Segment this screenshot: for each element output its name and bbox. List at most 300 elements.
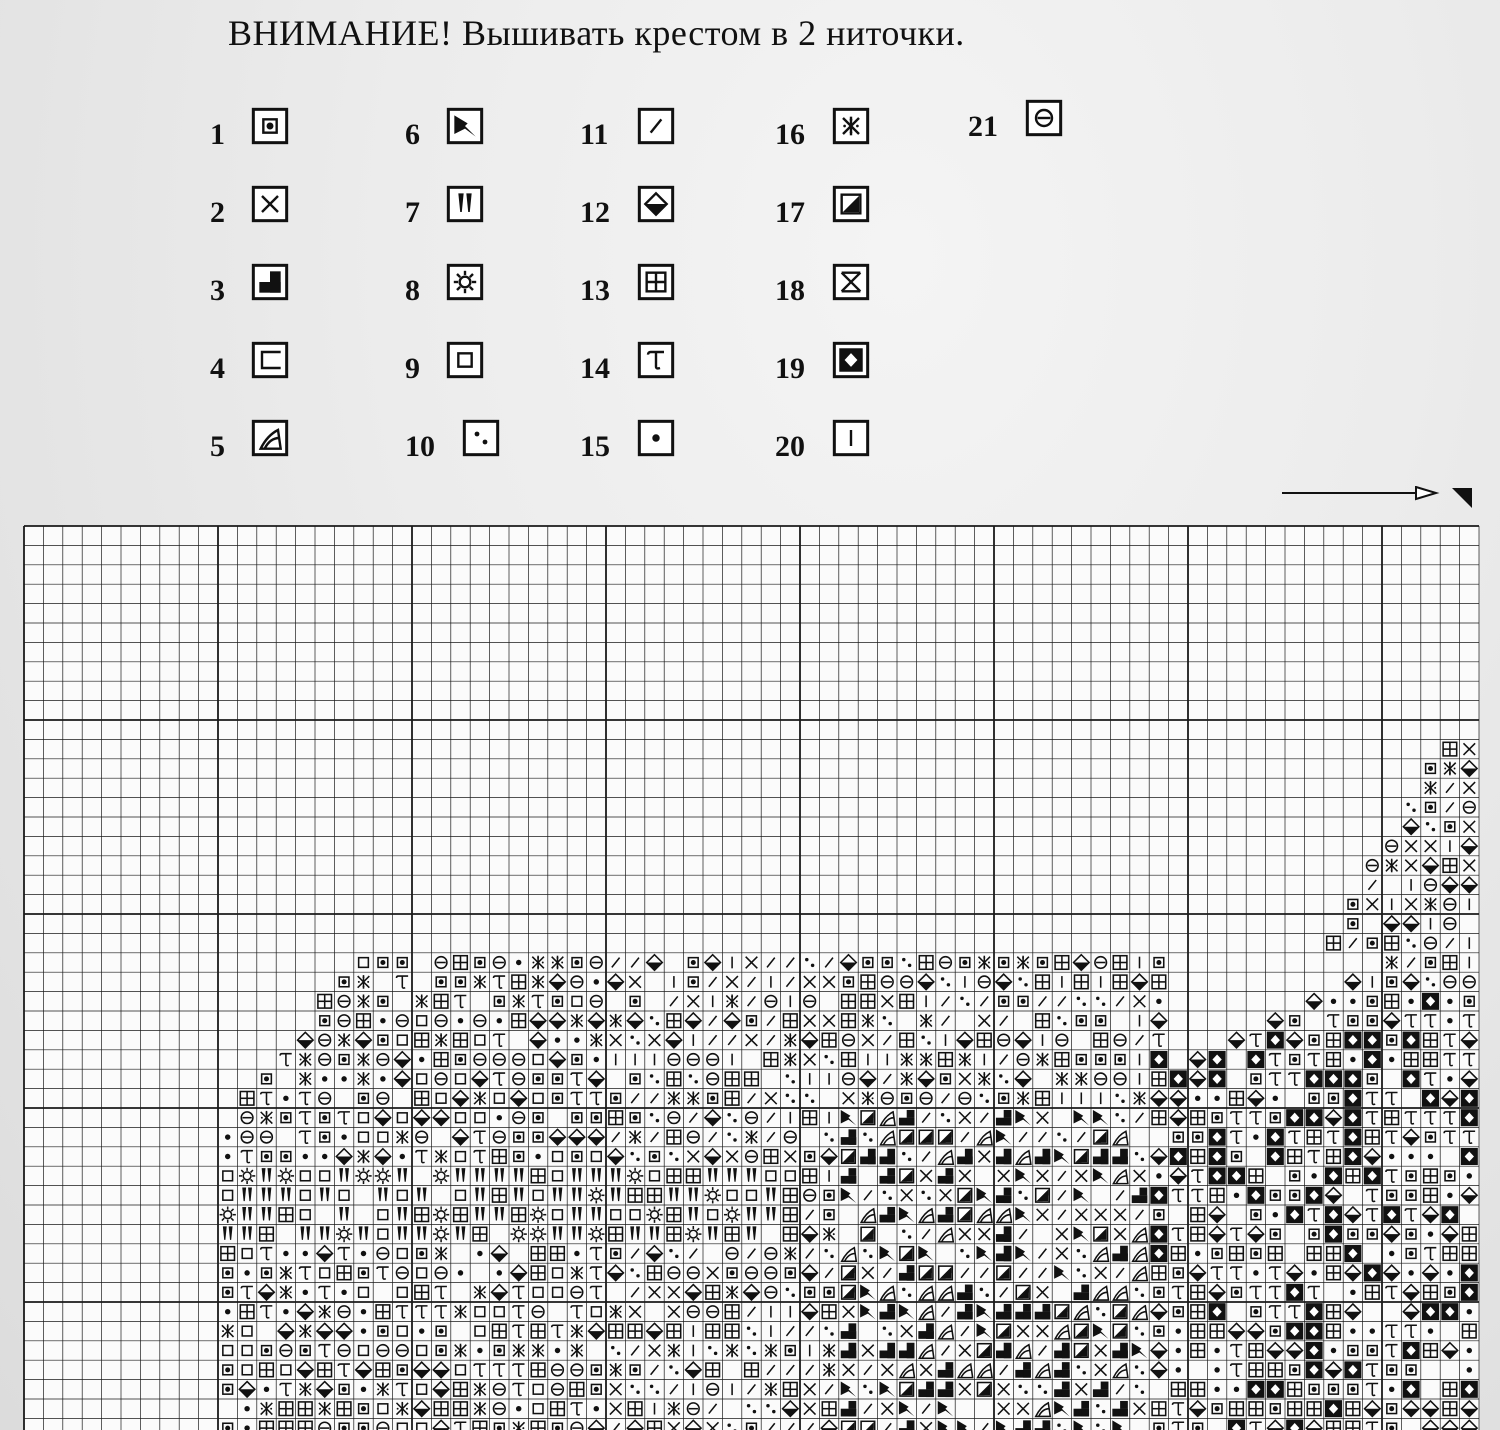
- stitch-dot: [535, 1154, 540, 1159]
- stitch-asterisk-x: [455, 1305, 467, 1319]
- stitch-diamond-in-black: [1150, 1245, 1167, 1262]
- stitch-asterisk-x: [1075, 1072, 1087, 1086]
- theta-icon: [1024, 98, 1064, 138]
- stitch-diamond-in-black: [1325, 1400, 1342, 1417]
- stitch-dot: [1389, 1387, 1394, 1392]
- stitch-black-triangle: [861, 1421, 875, 1430]
- stitch-diamond-in-black: [1461, 1090, 1478, 1107]
- grid-square-icon: [636, 262, 676, 302]
- stitch-asterisk-x: [1425, 898, 1437, 912]
- stitch-asterisk-x: [416, 995, 428, 1009]
- stitch-asterisk-x: [299, 1383, 311, 1397]
- stitch-diamond-in-black: [1286, 1284, 1303, 1301]
- stitch-dot: [225, 1134, 230, 1139]
- stitch-asterisk-x: [222, 1324, 234, 1338]
- stitch-asterisk-x: [862, 1014, 874, 1028]
- stitch-diamond-in-black: [1344, 1090, 1361, 1107]
- stitch-dot: [1467, 1173, 1472, 1178]
- stitch-dot: [516, 1406, 521, 1411]
- stitch-diamond-in-black: [1441, 1303, 1458, 1320]
- stitch-dot: [1467, 1348, 1472, 1353]
- stitch-dot: [244, 1406, 249, 1411]
- vertical-bar-icon: [831, 418, 871, 458]
- stitch-dot: [1176, 1367, 1181, 1372]
- stitch-asterisk-x: [668, 1092, 680, 1106]
- half-diamond-icon: [636, 184, 676, 224]
- legend-number: 10: [405, 430, 435, 463]
- stitch-asterisk-x: [377, 1383, 389, 1397]
- stitch-black-triangle: [842, 1266, 856, 1280]
- stitch-asterisk-x: [299, 1324, 311, 1338]
- stitch-diamond-in-black: [1209, 1129, 1226, 1146]
- stitch-diamond-in-black: [1306, 1342, 1323, 1359]
- stitch-diamond-in-black: [1267, 1032, 1284, 1049]
- stitch-dot: [1389, 1251, 1394, 1256]
- stitch-dot: [361, 1387, 366, 1392]
- stitch-black-triangle: [842, 1421, 856, 1430]
- stitch-diamond-in-black: [1286, 1420, 1303, 1430]
- stitch-diamond-in-black: [1344, 1129, 1361, 1146]
- stitch-dot: [380, 1018, 385, 1023]
- stitch-asterisk-x: [784, 1033, 796, 1047]
- stitch-asterisk-x: [358, 995, 370, 1009]
- stitch-dot: [322, 1076, 327, 1081]
- stitch-diamond-in-black: [1228, 1420, 1245, 1430]
- stitch-diamond-in-black: [1325, 1206, 1342, 1223]
- legend-number: 1: [210, 118, 225, 151]
- stitch-dot: [1253, 1270, 1258, 1275]
- stitch-diamond-in-black: [1247, 1051, 1264, 1068]
- stitch-dot: [1447, 1018, 1452, 1023]
- stitch-diamond-in-black: [1209, 1303, 1226, 1320]
- asterisk-x-icon: [831, 106, 871, 146]
- stitch-asterisk-x: [920, 1014, 932, 1028]
- stitch-dot: [497, 1018, 502, 1023]
- stitch-dot: [1350, 1290, 1355, 1295]
- stitch-asterisk-x: [1017, 956, 1029, 970]
- stitch-diamond-in-black: [1344, 1245, 1361, 1262]
- stitch-dot: [497, 1115, 502, 1120]
- stitch-asterisk-x: [862, 1092, 874, 1106]
- stitch-dot: [1176, 1328, 1181, 1333]
- stitch-dot: [594, 1057, 599, 1062]
- stitch-asterisk-x: [784, 1247, 796, 1261]
- stitch-asterisk-x: [532, 956, 544, 970]
- stitch-asterisk-x: [396, 1402, 408, 1416]
- stitch-dot: [1331, 999, 1336, 1004]
- square-icon: [445, 340, 485, 380]
- legend-number: 7: [405, 196, 420, 229]
- stitch-dot: [1214, 1387, 1219, 1392]
- stitch-dot: [1467, 1367, 1472, 1372]
- stitch-asterisk-x: [629, 1130, 641, 1144]
- stitch-dot: [1176, 1348, 1181, 1353]
- stitch-dot: [1214, 1348, 1219, 1353]
- stitch-asterisk-x: [299, 1072, 311, 1086]
- stitch-asterisk-x: [474, 1092, 486, 1106]
- stitch-diamond-in-black: [1306, 1109, 1323, 1126]
- stitch-dot: [1350, 999, 1355, 1004]
- stitch-dot: [1311, 1173, 1316, 1178]
- stitch-diamond-in-black: [1441, 1206, 1458, 1223]
- stitch-diamond-in-black: [1209, 1148, 1226, 1165]
- stitch-dot: [1350, 1057, 1355, 1062]
- stitch-diamond-in-black: [1228, 1167, 1245, 1184]
- stitch-asterisk-x: [1017, 1092, 1029, 1106]
- stitch-asterisk-x: [474, 975, 486, 989]
- stitch-dot: [361, 1309, 366, 1314]
- stitch-diamond-in-black: [1344, 1070, 1361, 1087]
- stitch-black-triangle: [900, 1247, 914, 1261]
- stitch-black-triangle: [1016, 1286, 1030, 1300]
- stitch-dot: [303, 1154, 308, 1159]
- legend-number: 11: [580, 118, 609, 151]
- stitch-dot: [594, 1406, 599, 1411]
- stitch-black-triangle: [978, 1344, 992, 1358]
- stitch-black-triangle: [958, 1189, 972, 1203]
- stitch-asterisk-x: [1386, 956, 1398, 970]
- stitch-dot: [1408, 999, 1413, 1004]
- stitch-diamond-in-black: [1286, 1323, 1303, 1340]
- stitch-asterisk-x: [455, 1344, 467, 1358]
- stitch-black-triangle: [842, 1150, 856, 1164]
- stitch-dot: [1331, 1348, 1336, 1353]
- stitch-diamond-in-black: [1364, 1032, 1381, 1049]
- stitch-asterisk-x: [1386, 859, 1398, 873]
- stitch-asterisk-x: [319, 1305, 331, 1319]
- stitch-diamond-in-black: [1344, 1361, 1361, 1378]
- curve-triangle-icon: [250, 418, 290, 458]
- stitch-dot: [225, 1154, 230, 1159]
- stitch-dot: [1234, 1387, 1239, 1392]
- stitch-dot: [1214, 1096, 1219, 1101]
- stitch-black-triangle: [900, 1169, 914, 1183]
- stitch-diamond-in-black: [1150, 1226, 1167, 1243]
- stitch-asterisk-x: [978, 956, 990, 970]
- stitch-diamond-in-black: [1364, 1051, 1381, 1068]
- stitch-asterisk-x: [261, 1402, 273, 1416]
- stitch-asterisk-x: [396, 1130, 408, 1144]
- stitch-asterisk-x: [513, 995, 525, 1009]
- stitch-dot: [1350, 1328, 1355, 1333]
- stitch-asterisk-x: [435, 1150, 447, 1164]
- stitch-black-triangle: [1094, 1227, 1108, 1241]
- stitch-asterisk-x: [338, 1033, 350, 1047]
- stitch-dot: [1408, 1154, 1413, 1159]
- stitch-dot: [341, 1290, 346, 1295]
- stitch-diamond-in-black: [1150, 1051, 1167, 1068]
- stitch-dot: [419, 1057, 424, 1062]
- stitch-dot: [380, 1076, 385, 1081]
- stitch-dot: [361, 1328, 366, 1333]
- stitch-diamond-in-black: [1247, 1381, 1264, 1398]
- stitch-diamond-in-black: [1461, 1264, 1478, 1281]
- legend-number: 20: [775, 430, 805, 463]
- stitch-diamond-in-black: [1267, 1148, 1284, 1165]
- stitch-asterisk-x: [532, 975, 544, 989]
- stitch-black-triangle: [958, 1208, 972, 1222]
- stitch-black-triangle: [919, 1130, 933, 1144]
- stitch-diamond-in-black: [1403, 1381, 1420, 1398]
- stitch-asterisk-x: [571, 1324, 583, 1338]
- stairs-black-icon: [250, 262, 290, 302]
- stitch-asterisk-x: [765, 1344, 777, 1358]
- black-arrowhead-icon: [445, 106, 485, 146]
- stitch-asterisk-x: [784, 1053, 796, 1067]
- legend-number: 14: [580, 352, 610, 385]
- stitch-diamond-in-black: [1306, 1303, 1323, 1320]
- stitch-diamond-in-black: [1461, 1148, 1478, 1165]
- stitch-dot: [574, 1251, 579, 1256]
- legend-number: 6: [405, 118, 420, 151]
- dot-icon: [636, 418, 676, 458]
- stitch-black-triangle: [1113, 1305, 1127, 1319]
- stitch-asterisk-x: [1056, 1072, 1068, 1086]
- stitch-dot: [458, 1018, 463, 1023]
- tau-icon: [636, 340, 676, 380]
- stitch-diamond-in-black: [1383, 1206, 1400, 1223]
- stitch-diamond-in-black: [1209, 1167, 1226, 1184]
- stitch-diamond-in-black: [1344, 1148, 1361, 1165]
- open-square-icon: [250, 340, 290, 380]
- stitch-asterisk-x: [687, 1092, 699, 1106]
- stitch-asterisk-x: [1134, 1092, 1146, 1106]
- stitch-asterisk-x: [571, 1344, 583, 1358]
- legend-number: 17: [775, 196, 805, 229]
- legend-number: 8: [405, 274, 420, 307]
- stitch-asterisk-x: [920, 1053, 932, 1067]
- stitch-diamond-in-black: [1306, 1070, 1323, 1087]
- stitch-asterisk-x: [823, 1363, 835, 1377]
- stitch-black-triangle: [1113, 1324, 1127, 1338]
- stitch-asterisk-x: [532, 1344, 544, 1358]
- stitch-black-triangle: [1075, 1344, 1089, 1358]
- stitch-diamond-in-black: [1461, 1381, 1478, 1398]
- stitch-asterisk-x: [726, 995, 738, 1009]
- stitch-asterisk-x: [765, 1383, 777, 1397]
- stitch-dot: [594, 979, 599, 984]
- stitch-dot: [341, 1076, 346, 1081]
- legend-number: 2: [210, 196, 225, 229]
- x-cross-icon: [250, 184, 290, 224]
- stitch-diamond-in-black: [1325, 1070, 1342, 1087]
- stitch-diamond-in-black: [1422, 1303, 1439, 1320]
- stitch-dot: [283, 1251, 288, 1256]
- stitch-dot: [1389, 1057, 1394, 1062]
- legend-number: 15: [580, 430, 610, 463]
- two-dots-icon: [461, 418, 501, 458]
- stitch-dot: [497, 1270, 502, 1275]
- stitch-asterisk-x: [726, 1344, 738, 1358]
- stitch-diamond-in-black: [1403, 1342, 1420, 1359]
- stitch-diamond-in-black: [1209, 1070, 1226, 1087]
- stitch-black-triangle: [939, 1266, 953, 1280]
- stitch-diamond-in-black: [1286, 1206, 1303, 1223]
- stitch-dot: [264, 1387, 269, 1392]
- stitch-black-triangle: [900, 1130, 914, 1144]
- stitch-asterisk-x: [1037, 1053, 1049, 1067]
- stitch-diamond-in-black: [1344, 1032, 1361, 1049]
- stitch-dot: [1156, 999, 1161, 1004]
- stitch-dot: [341, 1134, 346, 1139]
- stitch-diamond-in-black: [1364, 1264, 1381, 1281]
- stitch-black-triangle: [861, 1227, 875, 1241]
- stitch-dot: [574, 1037, 579, 1042]
- stitch-diamond-in-black: [1170, 1070, 1187, 1087]
- stitch-asterisk-x: [474, 1383, 486, 1397]
- stitch-dot: [1447, 1193, 1452, 1198]
- stitch-asterisk-x: [668, 1402, 680, 1416]
- stitch-dot: [1311, 1270, 1316, 1275]
- legend-number: 19: [775, 352, 805, 385]
- stitch-dot: [1195, 1251, 1200, 1256]
- legend-number: 9: [405, 352, 420, 385]
- stitch-diamond-in-black: [1422, 1090, 1439, 1107]
- stitch-diamond-in-black: [1344, 1109, 1361, 1126]
- stitch-asterisk-x: [319, 1402, 331, 1416]
- black-triangle-icon: [831, 184, 871, 224]
- stitch-asterisk-x: [746, 1130, 758, 1144]
- stitch-diamond-in-black: [1170, 1148, 1187, 1165]
- page-title: ВНИМАНИЕ! Вышивать крестом в 2 ниточки.: [228, 13, 965, 53]
- stitch-asterisk-x: [823, 1227, 835, 1241]
- stitch-diamond-in-black: [1247, 1187, 1264, 1204]
- stitch-dot: [303, 1251, 308, 1256]
- stitch-black-triangle: [939, 1130, 953, 1144]
- legend-number: 13: [580, 274, 610, 307]
- slash-icon: [636, 106, 676, 146]
- stitch-dot: [1467, 1309, 1472, 1314]
- legend-number: 18: [775, 274, 805, 307]
- legend-number: 3: [210, 274, 225, 307]
- stitch-asterisk-x: [610, 1305, 622, 1319]
- stitch-diamond-in-black: [1403, 1032, 1420, 1049]
- stitch-diamond-in-black: [1325, 1167, 1342, 1184]
- stitch-diamond-in-black: [1306, 1187, 1323, 1204]
- stitch-asterisk-x: [299, 1053, 311, 1067]
- stitch-dot: [477, 1251, 482, 1256]
- stitch-asterisk-x: [590, 1033, 602, 1047]
- hourglass-icon: [831, 262, 871, 302]
- stitch-diamond-in-black: [1325, 1226, 1342, 1243]
- stitch-diamond-in-black: [1306, 1323, 1323, 1340]
- dot-in-square-icon: [250, 106, 290, 146]
- stitch-black-triangle: [1055, 1305, 1069, 1319]
- stitch-dot: [1273, 1096, 1278, 1101]
- stitch-asterisk-x: [358, 1072, 370, 1086]
- stitch-dot: [1408, 1270, 1413, 1275]
- stitch-black-triangle: [1075, 1324, 1089, 1338]
- stitch-asterisk-x: [959, 1053, 971, 1067]
- stitch-diamond-in-black: [1267, 1129, 1284, 1146]
- stitch-diamond-in-black: [1364, 1167, 1381, 1184]
- stitch-asterisk-x: [610, 1014, 622, 1028]
- stitch-black-triangle: [842, 1286, 856, 1300]
- stitch-asterisk-x: [901, 1053, 913, 1067]
- stitch-black-triangle: [900, 1383, 914, 1397]
- stitch-dot: [1428, 1328, 1433, 1333]
- sun-icon: [445, 262, 485, 302]
- stitch-asterisk-x: [474, 1402, 486, 1416]
- stitch-dot: [458, 1270, 463, 1275]
- stitch-dot: [303, 1290, 308, 1295]
- stitch-asterisk-x: [280, 1286, 292, 1300]
- stitch-asterisk-x: [261, 1111, 273, 1125]
- stitch-diamond-in-black: [1150, 1187, 1167, 1204]
- stitch-dot: [1447, 999, 1452, 1004]
- stitch-diamond-in-black: [1461, 1109, 1478, 1126]
- stitch-dot: [1389, 1154, 1394, 1159]
- stitch-asterisk-x: [1444, 762, 1456, 776]
- stitch-dot: [555, 1348, 560, 1353]
- stitch-dot: [1234, 1193, 1239, 1198]
- stitch-asterisk-x: [435, 1033, 447, 1047]
- stitch-dot: [1273, 1212, 1278, 1217]
- cross-stitch-chart: [0, 490, 1500, 1430]
- stitch-diamond-in-black: [1306, 1361, 1323, 1378]
- stitch-dot: [1447, 1270, 1452, 1275]
- legend-number: 12: [580, 196, 610, 229]
- stitch-asterisk-x: [668, 1344, 680, 1358]
- two-drops-icon: [445, 184, 485, 224]
- stitch-dot: [361, 1251, 366, 1256]
- stitch-black-triangle: [919, 1266, 933, 1280]
- stitch-asterisk-x: [358, 1053, 370, 1067]
- stitch-diamond-in-black: [1461, 1284, 1478, 1301]
- stitch-dot: [1428, 1231, 1433, 1236]
- stitch-dot: [283, 1309, 288, 1314]
- stitch-black-triangle: [997, 1266, 1011, 1280]
- stitch-black-triangle: [978, 1383, 992, 1397]
- stitch-diamond-in-black: [1267, 1381, 1284, 1398]
- stitch-dot: [555, 1037, 560, 1042]
- legend-number: 4: [210, 352, 225, 385]
- stitch-asterisk-x: [823, 1344, 835, 1358]
- legend-number: 21: [968, 110, 998, 143]
- stitch-dot: [1214, 1367, 1219, 1372]
- stitch-asterisk-x: [1425, 781, 1437, 795]
- stitch-black-triangle: [1094, 1130, 1108, 1144]
- stitch-asterisk-x: [552, 956, 564, 970]
- stitch-diamond-in-black: [1403, 1070, 1420, 1087]
- stitch-black-triangle: [1036, 1189, 1050, 1203]
- stitch-dot: [516, 960, 521, 965]
- stitch-asterisk-x: [571, 1014, 583, 1028]
- stitch-dot: [283, 1096, 288, 1101]
- legend-number: 16: [775, 118, 805, 151]
- stitch-black-triangle: [997, 1324, 1011, 1338]
- stitch-dot: [322, 1154, 327, 1159]
- stitch-asterisk-x: [358, 975, 370, 989]
- stitch-asterisk-x: [358, 1150, 370, 1164]
- stitch-dot: [225, 1309, 230, 1314]
- stitch-asterisk-x: [726, 1286, 738, 1300]
- stitch-dot: [1447, 1076, 1452, 1081]
- stitch-dot: [477, 1348, 482, 1353]
- stitch-asterisk-x: [978, 1072, 990, 1086]
- stitch-asterisk-x: [901, 1072, 913, 1086]
- stitch-dot: [400, 1154, 405, 1159]
- stitch-diamond-in-black: [1286, 1109, 1303, 1126]
- stitch-diamond-in-black: [1422, 993, 1439, 1010]
- stitch-asterisk-x: [435, 1247, 447, 1261]
- stitch-asterisk-x: [571, 1266, 583, 1280]
- stitch-asterisk-x: [513, 1344, 525, 1358]
- stitch-dot: [1195, 1096, 1200, 1101]
- stitch-dot: [1156, 1173, 1161, 1178]
- legend-number: 5: [210, 430, 225, 463]
- stitch-dot: [244, 1270, 249, 1275]
